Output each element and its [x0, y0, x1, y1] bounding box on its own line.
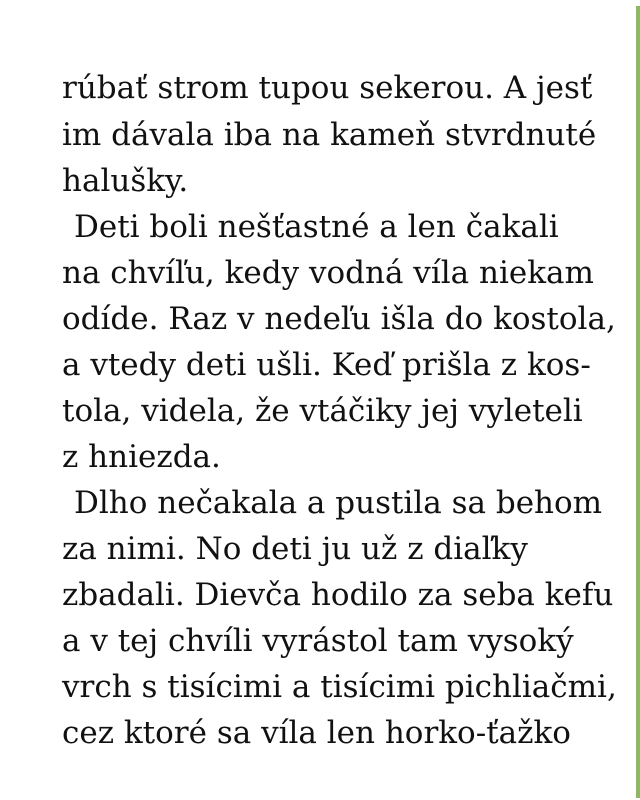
- text-line: Deti boli nešťastné a len čakali: [74, 209, 559, 245]
- text-line: rúbať strom tupou sekerou. A jesť: [62, 70, 593, 106]
- text-line: zbadali. Dievča hodilo za seba kefu: [62, 577, 614, 613]
- text-line: a v tej chvíli vyrástol tam vysoký: [62, 623, 574, 659]
- text-line: na chvíľu, kedy vodná víla niekam: [62, 255, 594, 291]
- text-line: halušky.: [62, 163, 189, 199]
- text-line: vrch s tisícimi a tisícimi pichliačmi,: [62, 669, 617, 705]
- text-line: im dávala iba na kameň stvrdnuté: [62, 117, 597, 153]
- text-line: odíde. Raz v nedeľu išla do kostola,: [62, 301, 616, 337]
- text-line: za nimi. No deti ju už z diaľky: [62, 531, 528, 567]
- text-line: Dlho nečakala a pustila sa behom: [74, 485, 603, 521]
- text-line: z hniezda.: [62, 439, 221, 475]
- text-line: tola, videla, že vtáčiky jej vyleteli: [62, 393, 583, 429]
- text-line: cez ktoré sa víla len horko-ťažko: [62, 715, 571, 751]
- text-line: a vtedy deti ušli. Keď prišla z kos-: [62, 347, 591, 383]
- page-edge-line: [636, 6, 640, 798]
